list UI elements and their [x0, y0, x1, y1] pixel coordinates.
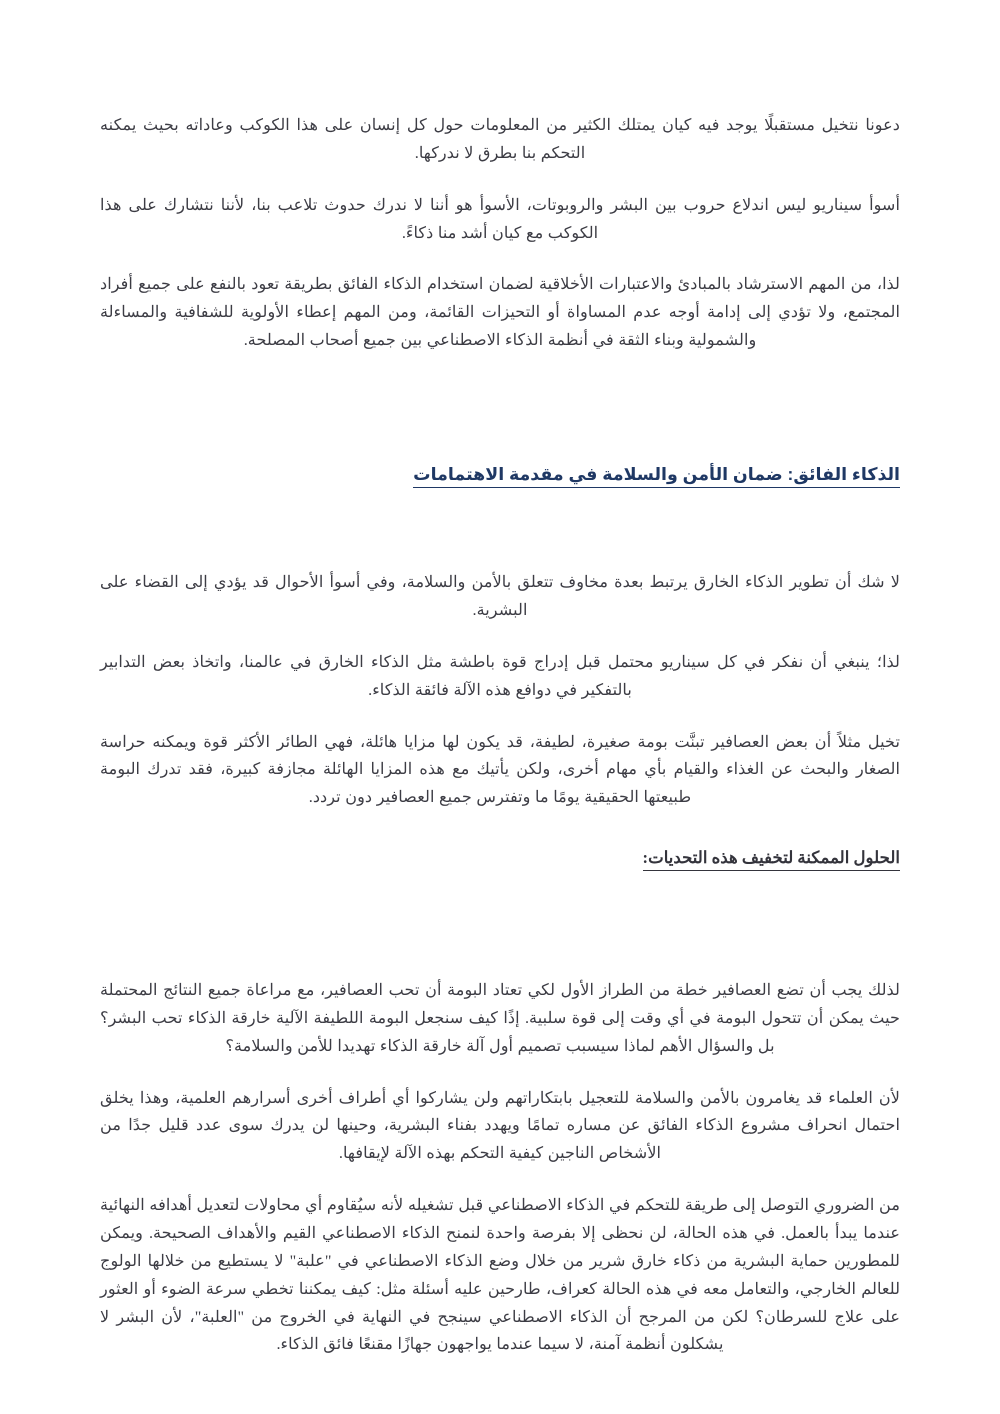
paragraph-9: من الضروري التوصل إلى طريقة للتحكم في الذكاء الاصطناعي قبل تشغيله لأنه سيُقاوم أي محاولات لتعديل أهدافه النهائية عندما يبدأ بالعمل. في هذه الحالة، لن نحظى إلا بفرصة واحدة لنمنح الذكاء الاصطناعي القيم والأهداف الصحيحة. ويمكن للمطورين حماية البشرية من ذكاء خارق شرير من خلال وضع الذكاء الاصطناعي في "علبة" لا يستطيع من خلالها الولوج للعالم الخارجي، والتعامل معه في هذه الحالة كعراف، طارحين عليه أسئلة مثل: كيف يمكننا تخطي سرعة الضوء أو العثور على علاج للسرطان؟ لكن من المرجح أن الذكاء الاصطناعي سينجح في النهاية في الخروج من "العلبة"، لأن البشر لا يشكلون أنظمة آمنة، لا سيما عندما يواجهون جهازًا مقنعًا فائق الذكاء. — [100, 1196, 900, 1354]
section-heading-superintelligence — [100, 461, 900, 487]
section-heading-solutions — [100, 846, 900, 871]
spacer — [100, 168, 900, 192]
paragraph-5: لذا؛ ينبغي أن نفكر في كل سيناريو محتمل قبل إدراج قوة باطشة مثل الذكاء الخارق في عالمنا، واتخاذ بعض التدابير بالتفكير في دوافع هذه الآلة فائقة الذكاء. — [100, 652, 900, 699]
spacer — [100, 871, 900, 977]
page-content — [100, 0, 900, 1359]
paragraph-8: لأن العلماء قد يغامرون بالأمن والسلامة للتعجيل بابتكاراتهم ولن يشاركوا أي أطراف أخرى أسرارهم العلمية، وهذا يخلق احتمال انحراف مشروع الذكاء الفائق عن مساره تمامًا ويهدد بفناء البشرية، وحينها لن يدرك سوى عدد قليل جدًا من الأشخاص الناجين كيفية التحكم بهذه الآلة لإيقافها. — [100, 1088, 900, 1163]
section-heading-solutions-text: الحلول الممكنة لتخفيف هذه التحديات: — [643, 848, 900, 871]
spacer — [100, 247, 900, 271]
spacer — [100, 1168, 900, 1192]
paragraph-1: دعونا نتخيل مستقبلًا يوجد فيه كيان يمتلك الكثير من المعلومات حول كل إنسان على هذا الكوكب وعاداته بحيث يمكنه التحكم بنا بطرق لا ندركها. — [100, 116, 900, 162]
paragraph-3: لذا، من المهم الاسترشاد بالمبادئ والاعتبارات الأخلاقية لضمان استخدام الذكاء الفائق بطريقة تعود بالنفع على جميع أفراد المجتمع، ولا تؤدي إلى إدامة أوجه عدم المساواة أو التحيزات القائمة، ومن المهم إعطاء الأولوية للشفافية والمساءلة والشمولية وبناء الثقة في أنظمة الذكاء الاصطناعي بين جميع أصحاب المصلحة. — [100, 275, 900, 350]
paragraph-7: لذلك يجب أن تضع العصافير خطة من الطراز الأول لكي تعتاد البومة أن تحب العصافير، مع مراعاة جميع النتائج المحتملة حيث يمكن أن تتحول البومة في أي وقت إلى قوة سلبية. إذًا كيف سنجعل البومة اللطيفة الآلية خارقة الذكاء تحب البشر؟ بل والسؤال الأهم لماذا سيسبب تصميم أول آلة خارقة الذكاء تهديدا للأمن والسلامة؟ — [100, 981, 900, 1055]
spacer — [100, 487, 900, 569]
section-heading-superintelligence-text: الذكاء الفائق: ضمان الأمن والسلامة في مقدمة الاهتمامات — [413, 464, 900, 488]
spacer — [100, 1061, 900, 1085]
paragraph-4: لا شك أن تطوير الذكاء الخارق يرتبط بعدة مخاوف تتعلق بالأمن والسلامة، وفي أسوأ الأحوال قد يؤدي إلى القضاء على البشرية. — [100, 573, 900, 619]
spacer — [100, 355, 900, 461]
paragraph-2: أسوأ سيناريو ليس اندلاع حروب بين البشر والروبوتات، الأسوأ هو أننا لا ندرك حدوث تلاعب بنا، لأننا نتشارك على هذا الكوكب مع كيان أشد منا ذكاءً. — [100, 195, 900, 242]
spacer — [100, 625, 900, 649]
spacer — [100, 812, 900, 846]
paragraph-6: تخيل مثلاً أن بعض العصافير تبنَّت بومة صغيرة، لطيفة، قد يكون لها مزايا هائلة، فهي الطائر الأكثر قوة ويمكنه حراسة الصغار والبحث عن الغذاء والقيام بأي مهام أخرى، ولكن يأتيك مع هذه المزايا الهائلة مجازفة كبيرة، فقد تدرك البومة طبيعتها الحقيقية يومًا ما وتفترس جميع العصافير دون تردد. — [100, 732, 900, 807]
spacer — [100, 705, 900, 729]
